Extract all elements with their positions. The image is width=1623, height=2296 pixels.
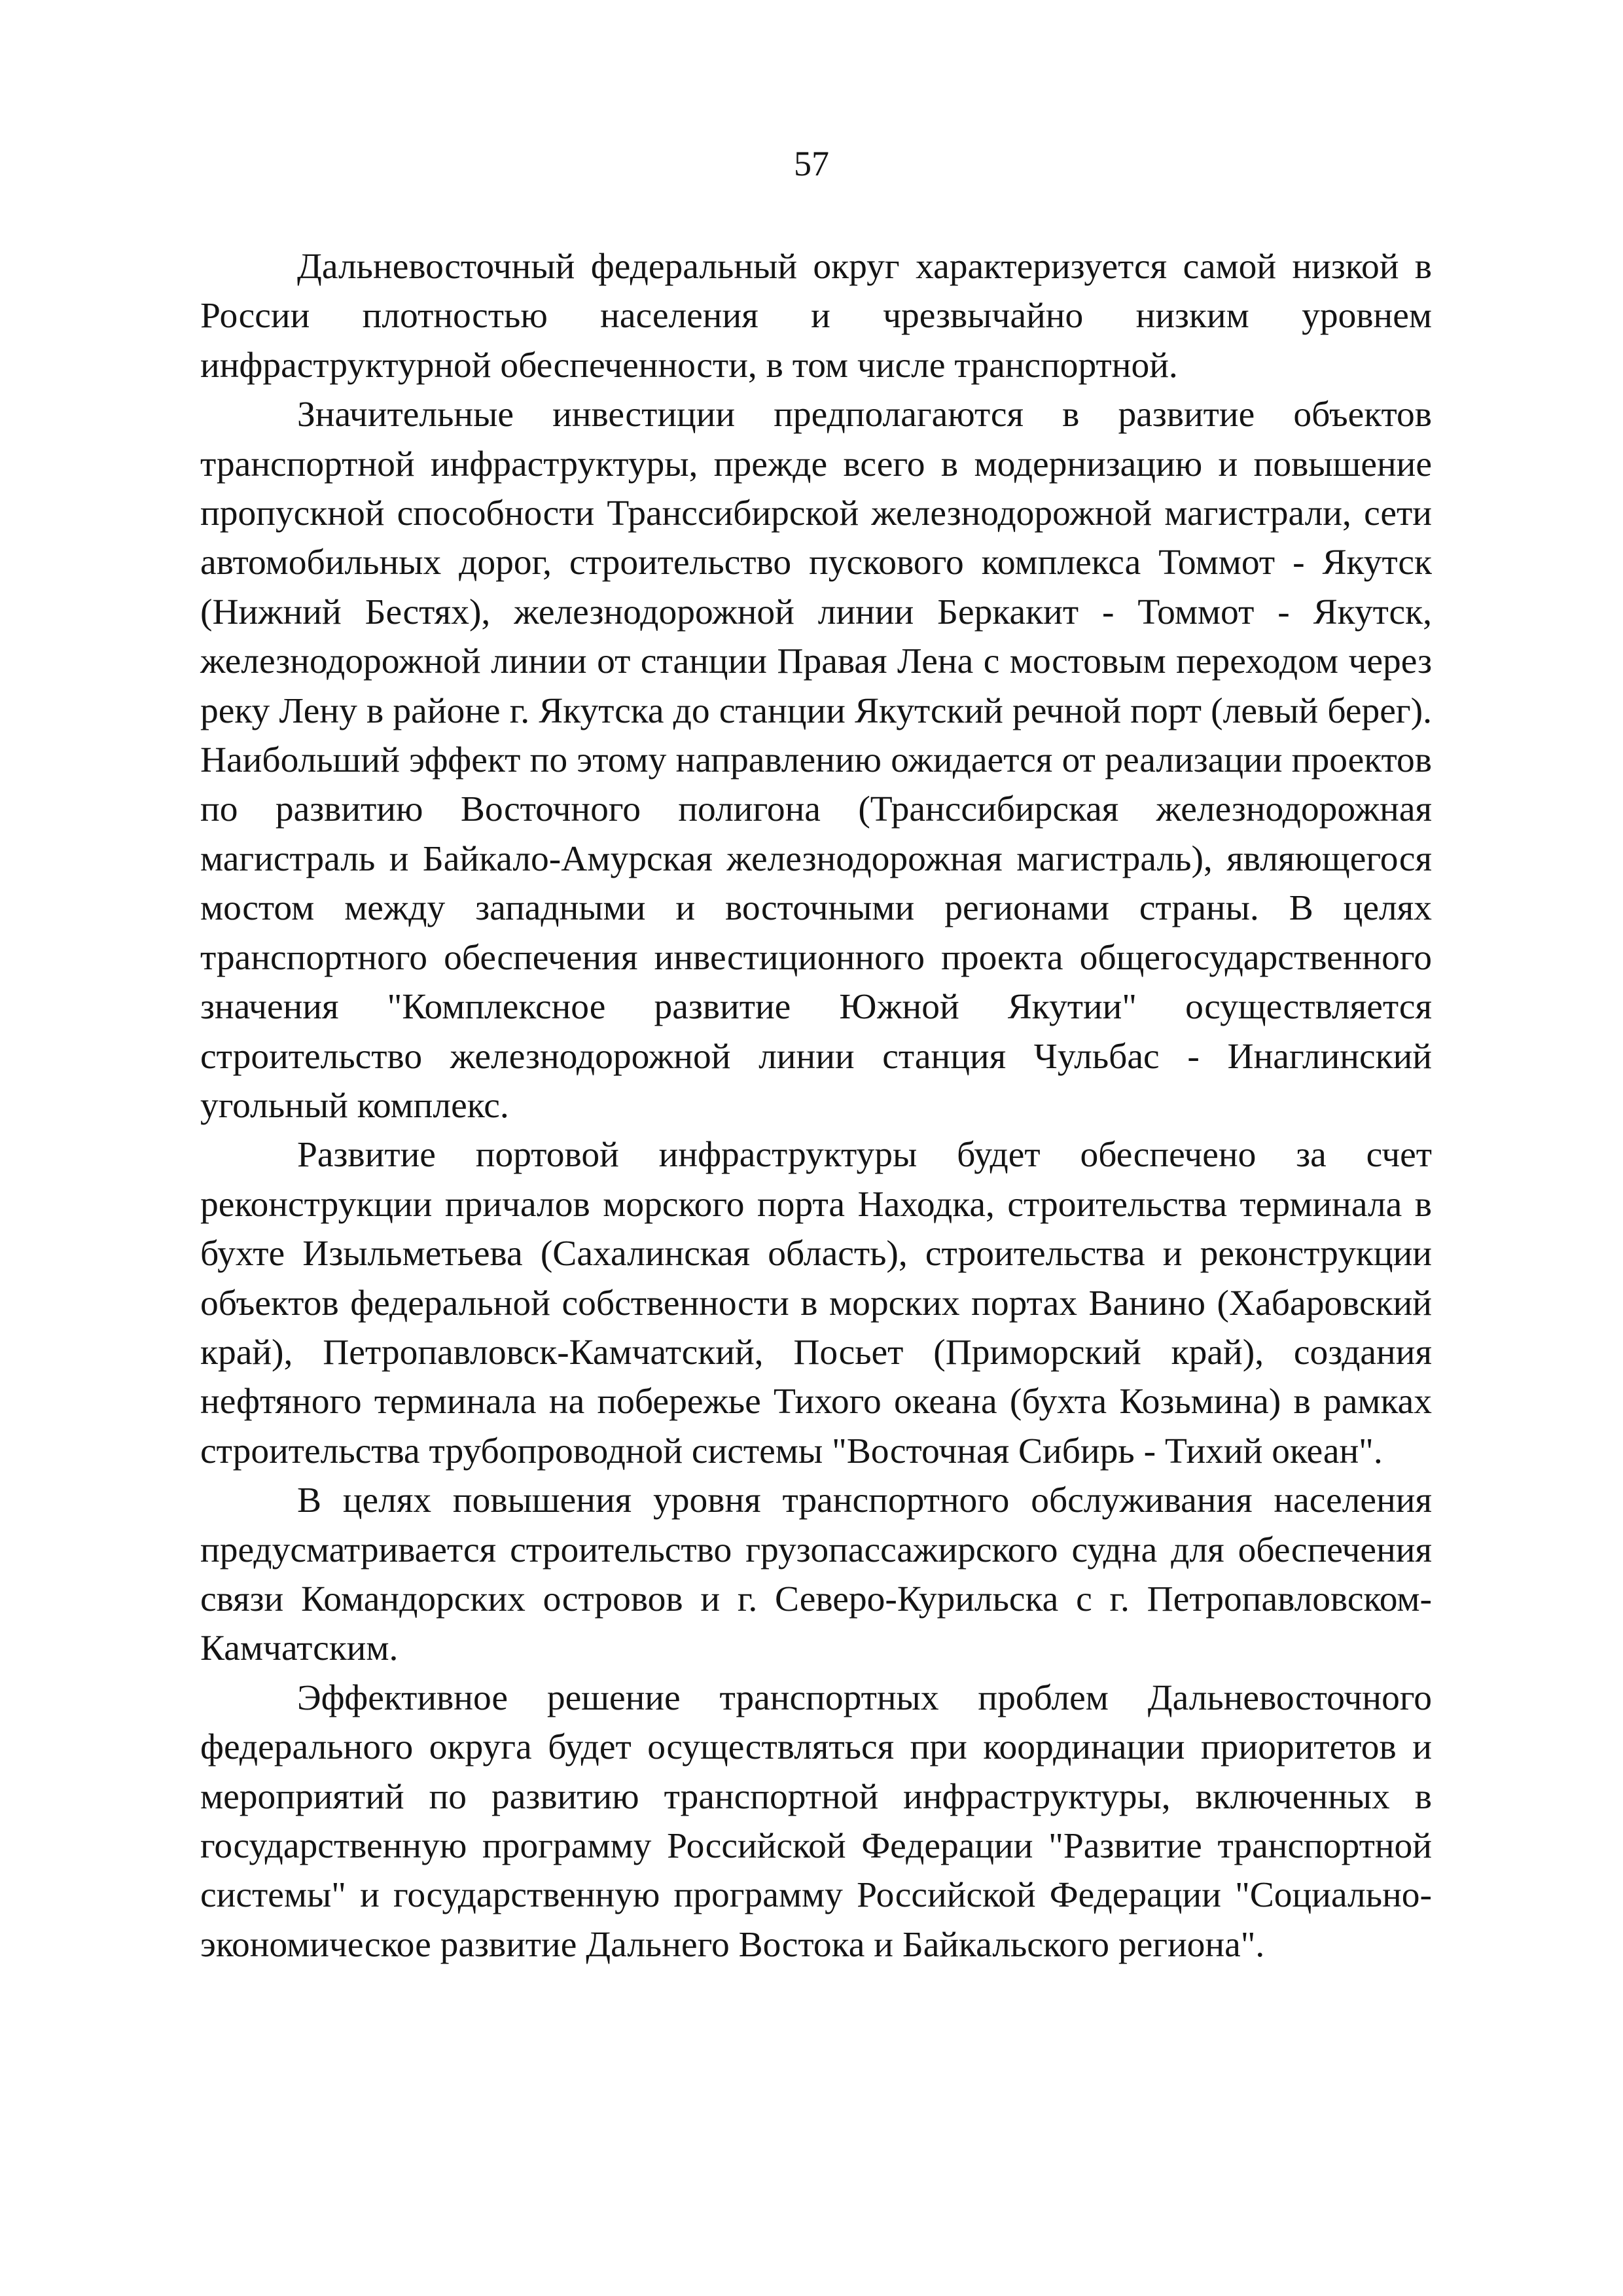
document-body: [200, 242, 1432, 1969]
paragraph-state-programs: Эффективное решение транспортных проблем Дальневосточного федерального округа будет осуществляться при координации приоритетов и мероприятий по развитию транспортной инфраструктуры, включенных в государственную программу Российской Федерации "Развитие транспортной системы" и государственную программу Российской Федерации "Социально-экономическое развитие Дальнего Востока и Байкальского региона".: [200, 1677, 1432, 1965]
paragraph-port-infrastructure: Развитие портовой инфраструктуры будет обеспечено за счет реконструкции причалов морского порта Находка, строительства терминала в бухте Изыльметьева (Сахалинская область), строительства и реконструкции объектов федеральной собственности в морских портах Ванино (Хабаровский край), Петропавловск-Камчатский, Посьет (Приморский край), создания нефтяного терминала на побережье Тихого океана (бухта Козьмина) в рамках строительства трубопроводной системы "Восточная Сибирь - Тихий океан".: [200, 1135, 1432, 1471]
paragraph-far-east-density: Дальневосточный федеральный округ характеризуется самой низкой в России плотностью населения и чрезвычайно низким уровнем инфраструктурной обеспеченности, в том числе транспортной.: [200, 247, 1432, 386]
paragraph-transport-investments: Значительные инвестиции предполагаются в развитие объектов транспортной инфраструктуры, прежде всего в модернизацию и повышение пропускной способности Транссибирской железнодорожной магистрали, сети автомобильных дорог, строительство пускового комплекса Томмот - Якутск (Нижний Бестях), железнодорожной линии Беркакит - Томмот - Якутск, железнодорожной линии от станции Правая Лена с мостовым переходом через реку Лену в районе г. Якутска до станции Якутский речной порт (левый берег). Наибольший эффект по этому направлению ожидается от реализации проектов по развитию Восточного полигона (Транссибирская железнодорожная магистраль и Байкало-Амурская железнодорожная магистраль), являющегося мостом между западными и восточными регионами страны. В целях транспортного обеспечения инвестиционного проекта общегосударственного значения "Комплексное развитие Южной Якутии" осуществляется строительство железнодорожной линии станция Чульбас - Инаглинский угольный комплекс.: [200, 395, 1432, 1126]
page-number: 57: [794, 144, 829, 183]
paragraph-passenger-vessel: В целях повышения уровня транспортного обслуживания населения предусматривается строительство грузопассажирского судна для обеспечения связи Командорских островов и г. Северо-Курильска с г. Петропавловском-Камчатским.: [200, 1480, 1432, 1669]
